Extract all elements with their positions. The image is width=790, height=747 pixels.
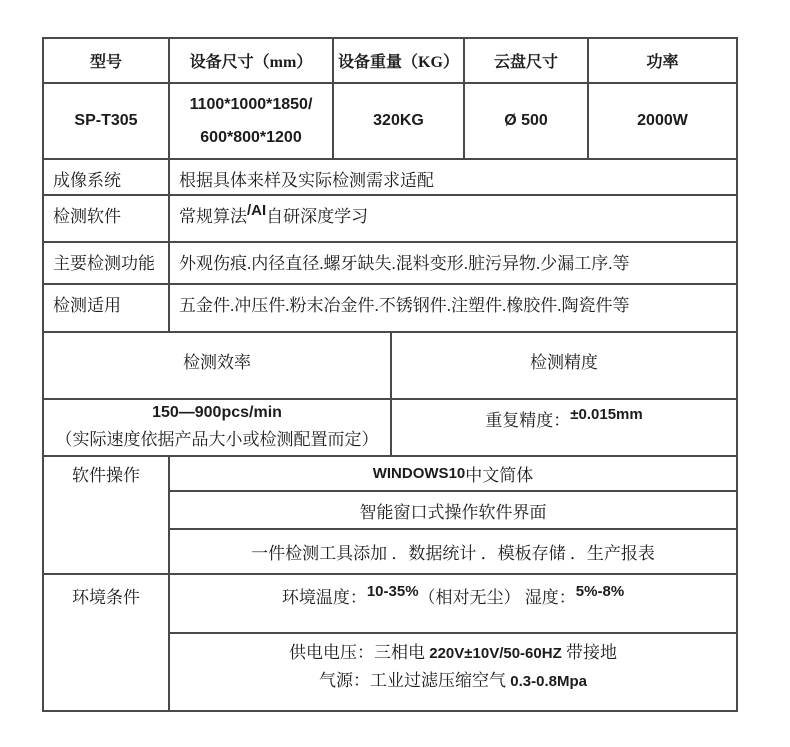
header-cell-disc-size: 云盘尺寸 (465, 39, 589, 82)
detection-software-label: 检测软件 (44, 196, 170, 241)
efficiency-value-line-1: 150—900pcs/min (152, 404, 282, 421)
dimensions-line-1: 1100*1000*1850/ (189, 95, 313, 113)
cjk-text-run: 中文简体 (465, 466, 534, 486)
software-operation-label: 软件操作 (44, 457, 170, 573)
table-row-imaging-system (44, 160, 736, 196)
software-operation-content (170, 457, 736, 573)
imaging-system-label: 成像系统 (44, 160, 170, 194)
power-value: 2000W (637, 112, 688, 129)
cjk-text-run: 供电电压：三相电 (289, 643, 430, 662)
header-cell-power: 功率 (646, 54, 679, 71)
environment-label: 环境条件 (44, 575, 170, 710)
weight-value: 320KG (334, 84, 465, 158)
software-operation-section (44, 457, 736, 575)
disc-size-value: Ø 500 (465, 84, 589, 158)
numeric-text-run: /AI (247, 202, 267, 219)
software-os-row (170, 457, 736, 492)
cjk-text-run: 自研深度学习 (266, 207, 369, 226)
numeric-text-run: 220V±10V/50-60HZ (429, 645, 562, 662)
environment-power-air-row (170, 634, 736, 710)
performance-header-row (44, 333, 736, 400)
efficiency-value (44, 400, 392, 455)
numeric-text-run: ±0.015mm (570, 406, 643, 423)
imaging-system-value: 根据具体来样及实际检测需求适配 (179, 171, 434, 190)
software-tools-row: 一件检测工具添加 ．数据统计 ．模板存储 ．生产报表 (251, 543, 655, 563)
software-interface-row: 智能窗口式操作软件界面 (170, 492, 736, 529)
applicable-parts-label: 检测适用 (44, 285, 170, 331)
detection-software-value (170, 196, 736, 241)
header-row (44, 39, 736, 84)
precision-value (392, 400, 736, 455)
header-cell-weight: 设备重量（KG） (334, 39, 465, 82)
applicable-parts-value: 五金件.冲压件.粉末冶金件.不锈钢件.注塑件.橡胶件.陶瓷件等 (179, 296, 630, 315)
cjk-text-run: 常规算法 (179, 207, 247, 226)
model-value: SP-T305 (44, 84, 170, 158)
main-functions-value: 外观伤痕.内径直径.螺牙缺失.混料变形.脏污异物.少漏工序.等 (179, 254, 630, 273)
cjk-text-run: 带接地 (561, 643, 617, 662)
performance-value-row (44, 400, 736, 457)
environment-content (170, 575, 736, 710)
efficiency-label: 检测效率 (44, 333, 392, 398)
cjk-text-run: 重复精度： (485, 411, 571, 430)
table-row-main-functions (44, 243, 736, 285)
header-cell-model: 型号 (44, 39, 170, 82)
dimensions-line-2: 600*800*1200 (200, 128, 302, 146)
cjk-text-run: 环境温度： (281, 588, 367, 607)
main-functions-label: 主要检测功能 (44, 243, 170, 283)
numeric-text-run: 10-35% (366, 583, 419, 600)
spec-table (42, 37, 738, 712)
table-row-applicable-parts (44, 285, 736, 333)
power-supply-line (289, 642, 617, 664)
numeric-text-run: 5%-8% (575, 583, 625, 600)
table-row-detection-software (44, 196, 736, 243)
numeric-text-run: 10 (448, 465, 466, 483)
model-row (44, 84, 736, 160)
environment-temperature-row (170, 575, 736, 634)
precision-label: 检测精度 (530, 353, 598, 372)
numeric-text-run: 0.3-0.8Mpa (510, 672, 587, 690)
header-cell-dimensions: 设备尺寸（mm） (170, 39, 334, 82)
cjk-text-run: （相对无尘） 湿度： (418, 588, 576, 607)
dimensions-value (170, 84, 334, 158)
efficiency-value-line-2: （实际速度依据产品大小或检测配置而定） (55, 430, 379, 449)
numeric-text-run: WINDOWS (372, 465, 449, 483)
cjk-text-run: 气源：工业过滤压缩空气 (319, 670, 511, 690)
environment-section (44, 575, 736, 710)
air-supply-line (319, 670, 587, 692)
